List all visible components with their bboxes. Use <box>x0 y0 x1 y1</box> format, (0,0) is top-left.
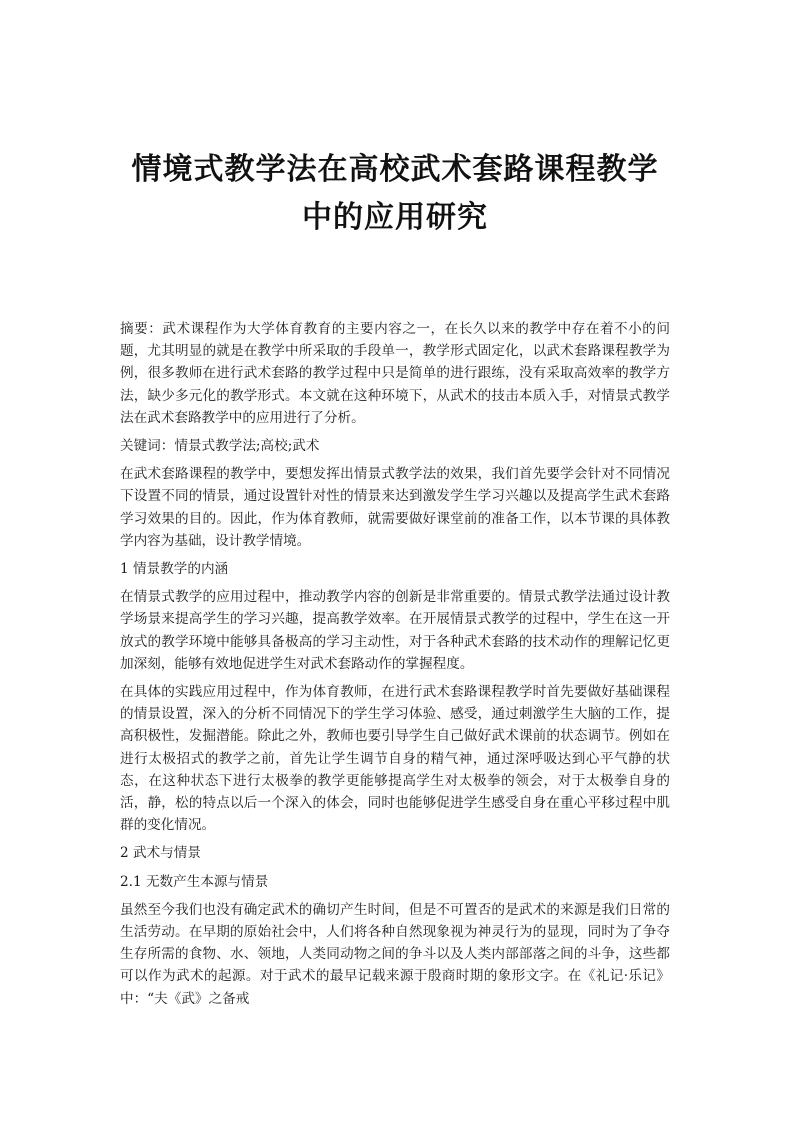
document-title <box>108 146 682 242</box>
section-2-heading: 2 武术与情景 <box>120 845 201 862</box>
title-line-2: 中的应用研究 <box>302 200 488 235</box>
document-page <box>120 0 670 1016</box>
section-1-paragraph-1: 在情景式教学的应用过程中，推动教学内容的创新是非常重要的。情景式教学法通过设计教学场景来提高学生的学习兴趣，提高教学效率。在开展情景式教学的过程中，学生在这一开放式的教学环境中能够具备极高的学习主动性，对于各种武术套路的技术动作的理解记忆更加深刻，能够有效地促进学生对武术套路动作的掌握程度。 <box>120 589 670 672</box>
abstract-paragraph: 摘要：武术课程作为大学体育教育的主要内容之一，在长久以来的教学中存在着不小的问题，尤其明显的就是在教学中所采取的手段单一，教学形式固定化，以武术套路课程教学为例，很多教师在进行武术套路的教学过程中只是简单的进行跟练，没有采取高效率的教学方法，缺少多元化的教学形式。本文就在这种环境下，从武术的技击本质入手，对情景式教学法在武术套路教学中的应用进行了分析。 <box>120 321 670 426</box>
section-2-1-heading: 2.1 无数产生本源与情景 <box>120 873 269 890</box>
document-body <box>120 318 670 1010</box>
keywords-line: 关键词：情景式教学法;高校;武术 <box>120 438 320 455</box>
intro-paragraph: 在武术套路课程的教学中，要想发挥出情景式教学法的效果，我们首先要学会针对不同情况下设置不同的情景，通过设置针对性的情景来达到激发学生学习兴趣以及提高学生武术套路学习效果的目的。因此，作为体育教师，就需要做好课堂前的准备工作，以本节课的具体教学内容为基础，设计教学情境。 <box>120 466 670 549</box>
section-1-paragraph-2: 在具体的实践应用过程中，作为体育教师，在进行武术套路课程教学时首先要做好基础课程的情景设置，深入的分析不同情况下的学生学习体验、感受，通过刺激学生大脑的工作，提高积极性，发掘潜能。除此之外，教师也要引导学生自己做好武术课前的状态调节。例如在进行太极招式的教学之前，首先让学生调节自身的精气神，通过深呼吸达到心平气静的状态，在这种状态下进行太极拳的教学更能够提高学生对太极拳的领会，对于太极拳自身的活，静，松的特点以后一个深入的体会，同时也能够促进学生感受自身在重心平移过程中肌群的变化情况。 <box>120 684 670 834</box>
section-2-1-paragraph-1: 虽然至今我们也没有确定武术的确切产生时间，但是不可置否的是武术的来源是我们日常的生活劳动。在早期的原始社会中，人们将各种自然现象视为神灵行为的显现，同时为了争夺生存所需的食物、水、领地，人类同动物之间的争斗以及人类内部部落之间的斗争，这些都可以作为武术的起源。对于武术的最早记载来源于殷商时期的象形文字。在《礼记·乐记》中：“夫《武》之备戒 <box>120 901 670 1007</box>
section-1-heading: 1 情景教学的内涵 <box>120 561 229 578</box>
title-line-1: 情境式教学法在高校武术套路课程教学 <box>131 152 659 187</box>
